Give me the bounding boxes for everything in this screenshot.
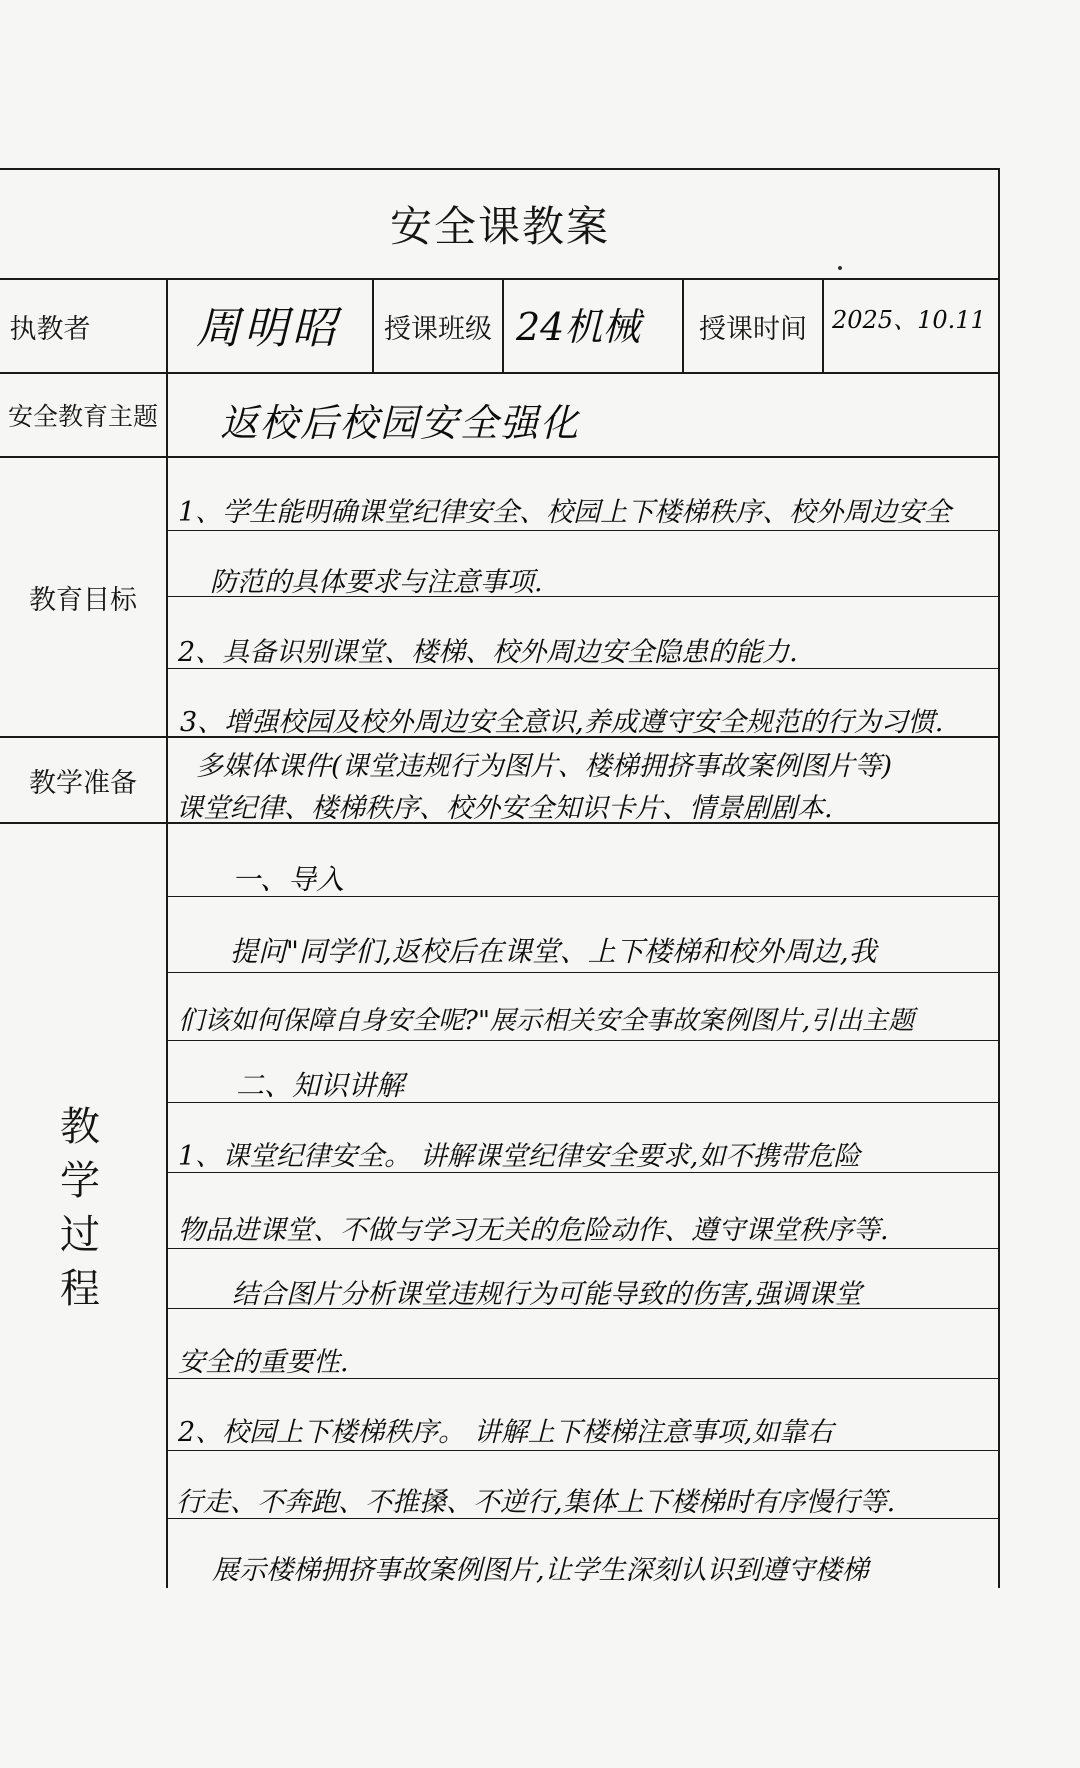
ruled-line [168,972,1000,973]
process-line: 提问"同学们,返校后在课堂、上下楼梯和校外周边,我 [230,935,877,968]
teacher-label: 执教者 [9,313,91,345]
process-line: 一、导入 [232,863,345,896]
process-line: 行走、不奔跑、不推搡、不逆行,集体上下楼梯时有序慢行等. [176,1487,896,1518]
process-label-char: 程 [60,1266,100,1312]
teacher-value: 周明昭 [196,303,340,354]
header-divider-2 [502,278,504,372]
process-line: 物品进课堂、不做与学习无关的危险动作、遵守课堂秩序等. [178,1215,889,1246]
objectives-label: 教育目标 [29,584,137,616]
process-label [50,1100,110,1316]
label-column-divider [166,278,168,1588]
objective-line: 1、学生能明确课堂纪律安全、校园上下楼梯秩序、校外周边安全 [178,497,952,528]
preparation-line: 多媒体课件(课堂违规行为图片、楼梯拥挤事故案例图片等) [196,751,893,782]
ruled-line [168,1040,1000,1041]
class-value: 24机械 [516,305,641,349]
preparation-line: 课堂纪律、楼梯秩序、校外安全知识卡片、情景剧剧本. [176,793,833,824]
process-line: 二、知识讲解 [236,1069,405,1102]
process-label-char: 教 [60,1104,100,1150]
process-line: 2、校园上下楼梯秩序。 讲解上下楼梯注意事项,如靠右 [178,1417,834,1448]
process-line: 结合图片分析课堂违规行为可能导致的伤害,强调课堂 [232,1279,862,1310]
objective-line: 2、具备识别课堂、楼梯、校外周边安全隐患的能力. [178,637,798,668]
time-value: 2025、10.11 [832,306,986,334]
theme-value: 返校后校园安全强化 [220,401,581,445]
process-line: 1、课堂纪律安全。 讲解课堂纪律安全要求,如不携带危险 [178,1141,861,1172]
process-label-char: 学 [60,1158,100,1204]
process-label-char: 过 [60,1212,100,1258]
ruled-line [168,530,1000,531]
page-title: 安全课教案 [389,202,610,251]
theme-label: 安全教育主题 [7,402,158,431]
objective-line: 3、增强校园及校外周边安全意识,养成遵守安全规范的行为习惯. [180,707,944,738]
objective-line: 防范的具体要求与注意事项. [210,567,543,598]
preparation-label: 教学准备 [29,767,137,799]
process-line: 展示楼梯拥挤事故案例图片,让学生深刻认识到遵守楼梯 [212,1555,869,1586]
ruled-line [168,1248,1000,1249]
process-line: 们该如何保障自身安全呢?"展示相关安全事故案例图片,引出主题 [178,1006,915,1036]
ruled-line [168,1450,1000,1451]
header-divider-4 [822,278,824,372]
time-label: 授课时间 [699,313,807,345]
class-label: 授课班级 [384,313,492,345]
process-line: 安全的重要性. [178,1347,349,1378]
table-border-right [998,168,1000,1588]
